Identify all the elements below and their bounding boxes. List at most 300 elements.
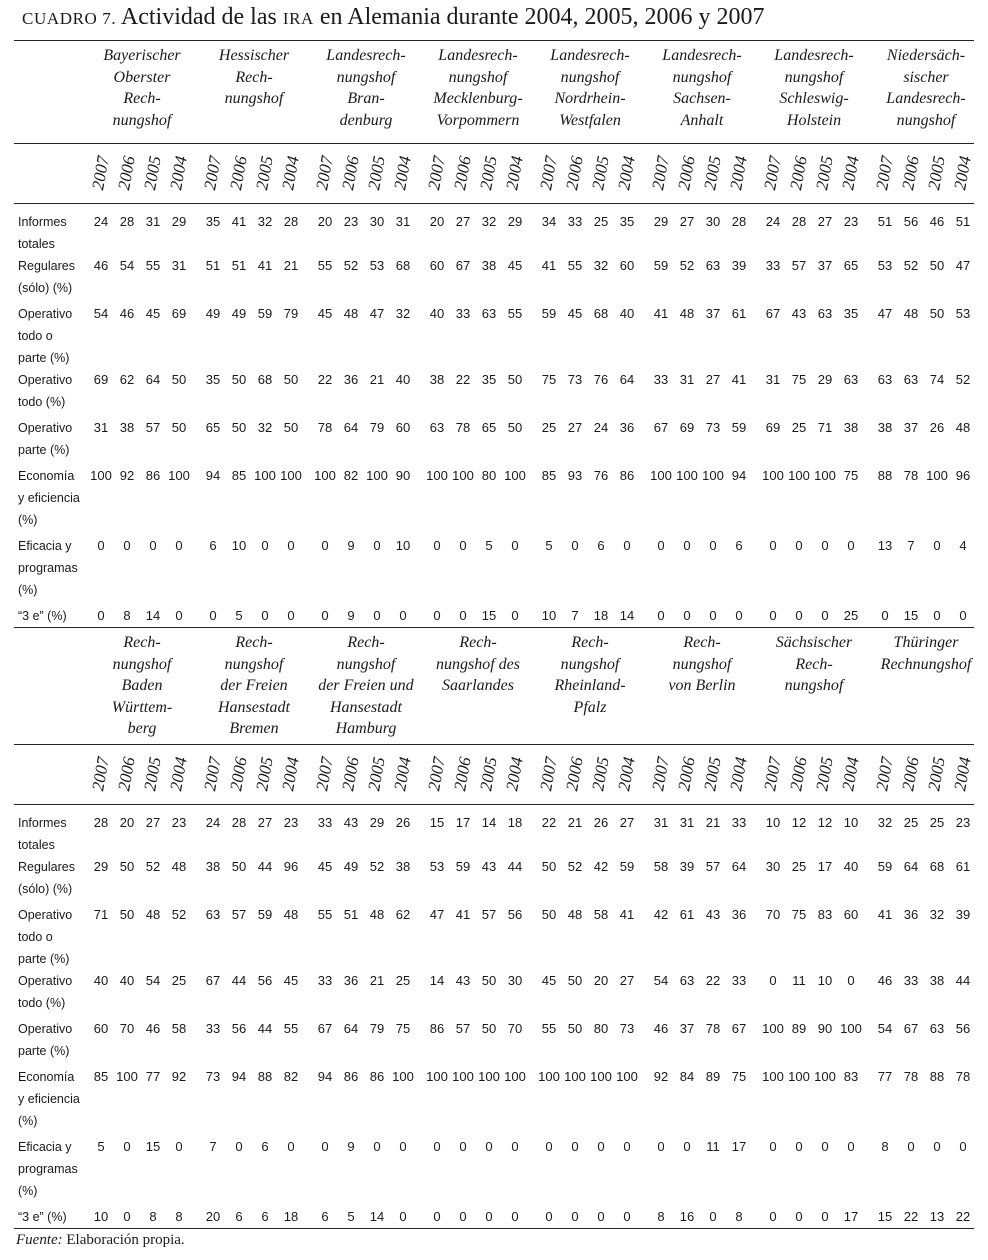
table-cell: 71 — [817, 420, 833, 435]
table-cell: 0 — [623, 1139, 631, 1154]
table-cell: 0 — [847, 973, 855, 988]
table-cell: 0 — [287, 608, 295, 623]
year-label — [364, 746, 390, 802]
table-cell: 0 — [399, 1139, 407, 1154]
year-label — [338, 145, 364, 201]
table-cell: 45 — [541, 973, 557, 988]
table-cell: 40 — [843, 859, 859, 874]
row-label-line: todo (%) — [18, 395, 66, 409]
table-cell: 0 — [933, 1139, 941, 1154]
row-label-line: totales — [18, 237, 55, 251]
table-cell: 10 — [843, 815, 859, 830]
year-text: 2004 — [614, 154, 639, 192]
table-cell: 64 — [903, 859, 919, 874]
table-cell: 9 — [347, 538, 355, 553]
entity-header — [312, 45, 420, 131]
table-cell: 100 — [616, 1069, 638, 1084]
table-cell: 27 — [705, 372, 721, 387]
table-cell: 50 — [231, 420, 247, 435]
year-text: 2007 — [536, 154, 561, 192]
table-cell: 25 — [903, 815, 919, 830]
year-label — [838, 145, 864, 201]
table-cell: 38 — [877, 420, 893, 435]
table-cell: 90 — [817, 1021, 833, 1036]
table-cell: 0 — [959, 1139, 967, 1154]
row-label — [18, 1136, 86, 1202]
table-row — [14, 605, 974, 627]
year-text: 2004 — [950, 154, 975, 192]
entity-name-line: nungshof des — [436, 655, 520, 673]
entity-name-line: Rech- — [235, 68, 273, 86]
table-cell: 64 — [145, 372, 161, 387]
row-label — [18, 465, 86, 531]
table-cell: 56 — [257, 973, 273, 988]
table-cell: 12 — [791, 815, 807, 830]
row-label-line: parte (%) — [18, 952, 70, 966]
table-cell: 100 — [426, 468, 448, 483]
table-cell: 44 — [507, 859, 523, 874]
row-label-line: Operativo — [18, 1022, 73, 1036]
year-label — [726, 746, 752, 802]
year-text: 2007 — [88, 154, 113, 192]
table-cell: 23 — [283, 815, 299, 830]
table-cell: 100 — [814, 468, 836, 483]
table-cell: 41 — [231, 214, 247, 229]
table-cell: 92 — [119, 468, 135, 483]
year-text: 2005 — [476, 755, 501, 793]
table-cell: 10 — [231, 538, 247, 553]
year-text: 2007 — [760, 154, 785, 192]
table-cell: 50 — [507, 420, 523, 435]
table-row — [14, 904, 974, 970]
table-cell: 55 — [145, 258, 161, 273]
table-cell: 0 — [571, 1209, 579, 1224]
table-cell: 0 — [321, 1139, 329, 1154]
title-text-2: en Alemania durante 2004, 2005, 2006 y 2007 — [319, 4, 765, 30]
year-text: 2005 — [588, 755, 613, 793]
table-cell: 52 — [903, 258, 919, 273]
table-cell: 70 — [507, 1021, 523, 1036]
table-cell: 31 — [395, 214, 411, 229]
table-cell: 0 — [709, 608, 717, 623]
entity-name-line: Landesrech- — [550, 47, 630, 64]
entity-name-line: Bremen — [229, 720, 279, 737]
table-cell: 52 — [343, 258, 359, 273]
table-cell: 50 — [541, 859, 557, 874]
year-label — [924, 145, 950, 201]
row-label — [18, 369, 86, 413]
table-cell: 31 — [679, 372, 695, 387]
table-cell: 52 — [567, 859, 583, 874]
table-cell: 48 — [343, 306, 359, 321]
year-label — [450, 746, 476, 802]
table-cell: 63 — [705, 258, 721, 273]
table-cell: 93 — [567, 468, 583, 483]
table-cell: 67 — [455, 258, 471, 273]
table-cell: 0 — [97, 538, 105, 553]
table-cell: 45 — [317, 859, 333, 874]
year-label — [838, 746, 864, 802]
entity-name-line: nungshof — [784, 677, 844, 694]
table-cell: 39 — [731, 258, 747, 273]
table-cell: 21 — [567, 815, 583, 830]
table-cell: 61 — [955, 859, 971, 874]
table-cell: 76 — [593, 372, 609, 387]
entity-name-line: von Berlin — [668, 677, 736, 694]
table-cell: 0 — [511, 1209, 519, 1224]
table-cell: 0 — [683, 608, 691, 623]
entity-name-line: Mecklenburg- — [433, 90, 523, 107]
table-cell: 48 — [903, 306, 919, 321]
row-label-line: programas — [18, 561, 78, 575]
table-cell: 39 — [679, 859, 695, 874]
table-cell: 15 — [903, 608, 919, 623]
table-cell: 55 — [567, 258, 583, 273]
year-label — [648, 746, 674, 802]
row-label — [18, 904, 86, 970]
table-cell: 25 — [593, 214, 609, 229]
entity-name-line: Rech- — [123, 634, 161, 651]
table-cell: 32 — [395, 306, 411, 321]
table-cell: 30 — [369, 214, 385, 229]
entity-name-line: nungshof — [224, 655, 284, 673]
table-cell: 60 — [93, 1021, 109, 1036]
table-cell: 10 — [93, 1209, 109, 1224]
table-cell: 15 — [429, 815, 445, 830]
table-cell: 69 — [679, 420, 695, 435]
table-cell: 73 — [619, 1021, 635, 1036]
table-cell: 31 — [765, 372, 781, 387]
table-cell: 29 — [653, 214, 669, 229]
table-cell: 62 — [395, 907, 411, 922]
entity-name-line: Hansestadt — [330, 698, 402, 716]
year-text: 2006 — [898, 154, 923, 192]
year-label — [588, 145, 614, 201]
row-label-line: todo o — [18, 930, 53, 944]
table-cell: 0 — [485, 1139, 493, 1154]
table-cell: 12 — [817, 815, 833, 830]
table-cell: 68 — [593, 306, 609, 321]
table-cell: 35 — [843, 306, 859, 321]
table-cell: 77 — [877, 1069, 893, 1084]
rule-top — [14, 40, 974, 41]
table-cell: 50 — [541, 907, 557, 922]
table-row — [14, 856, 974, 904]
table-cell: 27 — [619, 973, 635, 988]
table-cell: 0 — [175, 538, 183, 553]
year-label — [140, 145, 166, 201]
table-cell: 68 — [395, 258, 411, 273]
table-cell: 80 — [593, 1021, 609, 1036]
table-cell: 100 — [392, 1069, 414, 1084]
year-label — [450, 145, 476, 201]
table-cell: 45 — [283, 973, 299, 988]
year-text: 2004 — [950, 755, 975, 793]
year-label — [200, 145, 226, 201]
year-text: 2004 — [838, 154, 863, 192]
table-cell: 33 — [567, 214, 583, 229]
table-cell: 75 — [791, 907, 807, 922]
table-cell: 0 — [433, 1139, 441, 1154]
year-label — [562, 145, 588, 201]
table-cell: 54 — [653, 973, 669, 988]
table-cell: 33 — [317, 815, 333, 830]
table-cell: 53 — [369, 258, 385, 273]
table-cell: 0 — [683, 1139, 691, 1154]
table-cell: 37 — [817, 258, 833, 273]
table-cell: 0 — [235, 1139, 243, 1154]
row-label-line: todo (%) — [18, 996, 66, 1010]
table-cell: 33 — [903, 973, 919, 988]
table-cell: 56 — [903, 214, 919, 229]
table-cell: 22 — [903, 1209, 919, 1224]
table-cell: 35 — [619, 214, 635, 229]
year-text: 2007 — [760, 755, 785, 793]
table-cell: 14 — [481, 815, 497, 830]
table-cell: 83 — [843, 1069, 859, 1084]
table-cell: 47 — [955, 258, 971, 273]
entity-name-line: Rech- — [571, 634, 609, 651]
table-cell: 33 — [455, 306, 471, 321]
table-cell: 47 — [429, 907, 445, 922]
table-cell: 54 — [877, 1021, 893, 1036]
year-text: 2007 — [424, 755, 449, 793]
table-cell: 11 — [792, 973, 806, 988]
table-cell: 73 — [205, 1069, 221, 1084]
table-cell: 59 — [731, 420, 747, 435]
year-text: 2005 — [700, 755, 725, 793]
row-label-line: Economía — [18, 469, 75, 483]
table-cell: 100 — [452, 468, 474, 483]
table-cell: 0 — [657, 608, 665, 623]
table-cell: 61 — [679, 907, 695, 922]
table-cell: 0 — [399, 1209, 407, 1224]
year-text: 2004 — [614, 755, 639, 793]
table-cell: 86 — [343, 1069, 359, 1084]
table-cell: 63 — [429, 420, 445, 435]
table-cell: 27 — [817, 214, 833, 229]
table-cell: 0 — [433, 538, 441, 553]
entity-header — [312, 632, 420, 740]
table-cell: 58 — [593, 907, 609, 922]
table-cell: 52 — [679, 258, 695, 273]
table-cell: 100 — [926, 468, 948, 483]
table-cell: 50 — [507, 372, 523, 387]
rule-header — [14, 744, 974, 745]
table-cell: 38 — [481, 258, 497, 273]
year-label — [252, 746, 278, 802]
entity-header-row — [14, 45, 974, 141]
table-cell: 51 — [231, 258, 247, 273]
table-cell: 73 — [705, 420, 721, 435]
table-cell: 67 — [765, 306, 781, 321]
year-text: 2004 — [278, 755, 303, 793]
table-cell: 63 — [843, 372, 859, 387]
table-cell: 25 — [791, 420, 807, 435]
table-cell: 24 — [765, 214, 781, 229]
table-cell: 94 — [317, 1069, 333, 1084]
entity-header — [872, 632, 980, 675]
table-cell: 51 — [205, 258, 221, 273]
table-cell: 88 — [877, 468, 893, 483]
row-label-line: Regulares — [18, 860, 75, 874]
entity-name-line: Rech- — [347, 634, 385, 651]
table-cell: 0 — [847, 538, 855, 553]
table-cell: 57 — [145, 420, 161, 435]
row-label — [18, 535, 86, 601]
table-cell: 0 — [545, 1139, 553, 1154]
table-cell: 0 — [847, 1139, 855, 1154]
entity-name-line: Rech- — [795, 655, 833, 673]
table-cell: 0 — [597, 1209, 605, 1224]
table-cell: 0 — [769, 1139, 777, 1154]
table-cell: 0 — [261, 538, 269, 553]
table-cell: 85 — [93, 1069, 109, 1084]
table-cell: 67 — [731, 1021, 747, 1036]
row-label-line: Informes — [18, 215, 67, 229]
table-cell: 63 — [205, 907, 221, 922]
entity-header — [424, 632, 532, 697]
table-cell: 67 — [903, 1021, 919, 1036]
table-cell: 30 — [765, 859, 781, 874]
row-label-line: parte (%) — [18, 443, 70, 457]
table-title — [22, 4, 765, 31]
table-cell: 0 — [709, 538, 717, 553]
table-cell: 100 — [280, 468, 302, 483]
table-cell: 0 — [287, 538, 295, 553]
entity-name-line: Landesrech- — [326, 47, 406, 64]
table-cell: 44 — [231, 973, 247, 988]
year-text: 2005 — [252, 755, 277, 793]
table-cell: 94 — [731, 468, 747, 483]
table-cell: 41 — [455, 907, 471, 922]
table-cell: 25 — [395, 973, 411, 988]
table-cell: 78 — [317, 420, 333, 435]
table-cell: 13 — [929, 1209, 945, 1224]
table-cell: 20 — [429, 214, 445, 229]
entity-header — [536, 45, 644, 131]
table-cell: 78 — [455, 420, 471, 435]
title-text-1: Actividad de las — [120, 4, 277, 30]
entity-name-line: der Freien — [220, 677, 288, 694]
table-cell: 92 — [171, 1069, 187, 1084]
table-cell: 30 — [507, 973, 523, 988]
table-cell: 40 — [93, 973, 109, 988]
year-label — [502, 145, 528, 201]
table-cell: 100 — [452, 1069, 474, 1084]
row-label — [18, 856, 86, 900]
table-cell: 10 — [395, 538, 411, 553]
entity-name-line: Rechnungshof — [880, 655, 972, 673]
row-label — [18, 1206, 86, 1228]
table-cell: 0 — [97, 608, 105, 623]
table-cell: 63 — [929, 1021, 945, 1036]
year-text: 2005 — [364, 154, 389, 192]
table-cell: 43 — [455, 973, 471, 988]
table-cell: 100 — [762, 1021, 784, 1036]
entity-name-line: denburg — [339, 111, 393, 129]
year-label — [312, 145, 338, 201]
entity-name-line: sischer — [903, 68, 949, 86]
table-cell: 38 — [843, 420, 859, 435]
table-cell: 80 — [481, 468, 497, 483]
year-text: 2006 — [786, 755, 811, 793]
table-cell: 34 — [541, 214, 557, 229]
entity-name-line: nungshof — [896, 111, 956, 129]
table-cell: 26 — [929, 420, 945, 435]
table-cell: 50 — [481, 973, 497, 988]
table-cell: 22 — [955, 1209, 971, 1224]
table-cell: 50 — [929, 258, 945, 273]
table-cell: 51 — [955, 214, 971, 229]
table-cell: 8 — [175, 1209, 183, 1224]
table-cell: 36 — [619, 420, 635, 435]
table-cell: 65 — [843, 258, 859, 273]
table-cell: 20 — [317, 214, 333, 229]
table-cell: 18 — [283, 1209, 299, 1224]
entity-name-line: nungshof — [448, 68, 508, 86]
row-label-line: (%) — [18, 1114, 38, 1128]
entity-header — [760, 45, 868, 131]
entity-name-line: der Freien und — [318, 677, 414, 694]
table-cell: 27 — [679, 214, 695, 229]
table-cell: 60 — [619, 258, 635, 273]
year-label — [786, 145, 812, 201]
table-cell: 8 — [881, 1139, 889, 1154]
rule-header — [14, 143, 974, 144]
table-cell: 32 — [929, 907, 945, 922]
row-label — [18, 970, 86, 1014]
table-cell: 40 — [619, 306, 635, 321]
table-cell: 20 — [205, 1209, 221, 1224]
table-cell: 86 — [429, 1021, 445, 1036]
year-text: 2006 — [562, 154, 587, 192]
year-text: 2006 — [898, 755, 923, 793]
table-cell: 0 — [123, 1209, 131, 1224]
table-cell: 92 — [653, 1069, 669, 1084]
table-cell: 36 — [903, 907, 919, 922]
table-cell: 36 — [343, 973, 359, 988]
year-text: 2004 — [390, 755, 415, 793]
table-cell: 100 — [840, 1021, 862, 1036]
year-label — [760, 145, 786, 201]
table-cell: 58 — [653, 859, 669, 874]
table-cell: 75 — [791, 372, 807, 387]
year-label — [424, 746, 450, 802]
entity-header — [424, 45, 532, 131]
entity-name-line: Rheinland- — [554, 677, 626, 694]
table-cell: 50 — [283, 420, 299, 435]
table-cell: 0 — [459, 1209, 467, 1224]
table-cell: 100 — [538, 1069, 560, 1084]
table-cell: 56 — [231, 1021, 247, 1036]
table-cell: 75 — [731, 1069, 747, 1084]
table-cell: 55 — [507, 306, 523, 321]
table-cell: 0 — [459, 608, 467, 623]
table-cell: 100 — [366, 468, 388, 483]
table-cell: 38 — [929, 973, 945, 988]
year-text: 2006 — [450, 154, 475, 192]
table-cell: 44 — [257, 1021, 273, 1036]
table-cell: 0 — [795, 538, 803, 553]
table-cell: 10 — [765, 815, 781, 830]
table-cell: 24 — [593, 420, 609, 435]
row-label-line: Operativo — [18, 974, 73, 988]
table-cell: 44 — [257, 859, 273, 874]
entity-name-line: nungshof — [224, 90, 284, 107]
table-cell: 0 — [545, 1209, 553, 1224]
year-text: 2006 — [114, 154, 139, 192]
